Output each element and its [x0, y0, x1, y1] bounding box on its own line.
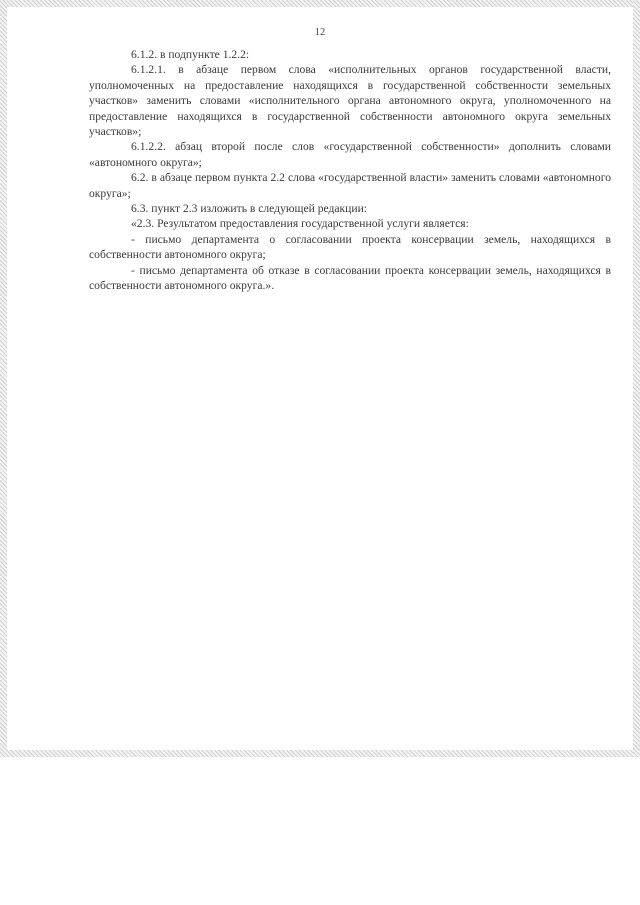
- paragraph-6-3: 6.3. пункт 2.3 изложить в следующей редакции:: [131, 202, 368, 216]
- paragraph-list-item-refusal: - письмо департамента об отказе в согласовании проекта консервации земель, находящихся в собственности автономного округа.».: [89, 263, 611, 293]
- paragraph-list-item-approval: - письмо департамента о согласовании проекта консервации земель, находящихся в собственности автономного округа;: [89, 232, 611, 262]
- scan-border-right: [633, 0, 640, 757]
- paragraph-2-3-heading: «2.3. Результатом предоставления государственной услуги является:: [131, 217, 469, 231]
- document-page: [7, 7, 633, 750]
- blank-area-below-page: [0, 757, 640, 905]
- scan-border-top: [0, 0, 640, 7]
- paragraph-6-1-2: 6.1.2. в подпункте 1.2.2:: [131, 48, 250, 61]
- page-number: 12: [314, 27, 326, 38]
- scan-border-left: [0, 0, 7, 757]
- document-body: [89, 47, 611, 294]
- paragraph-6-1-2-1: 6.1.2.1. в абзаце первом слова «исполнительных органов государственной власти, уполномоченных на предоставление находящихся в государственной собственности земельных участков» заменить словами «исполнительного органа автономного округа, уполномоченного на предоставление находящихся в государственной собственности автономного округа земельных участков»;: [89, 63, 611, 139]
- scan-border-bottom: [0, 750, 640, 757]
- paragraph-6-2: 6.2. в абзаце первом пункта 2.2 слова «государственной власти» заменить словами «автономного округа»;: [89, 171, 611, 200]
- paragraph-6-1-2-2: 6.1.2.2. абзац второй после слов «государственной собственности» дополнить словами «автономного округа»;: [89, 140, 611, 169]
